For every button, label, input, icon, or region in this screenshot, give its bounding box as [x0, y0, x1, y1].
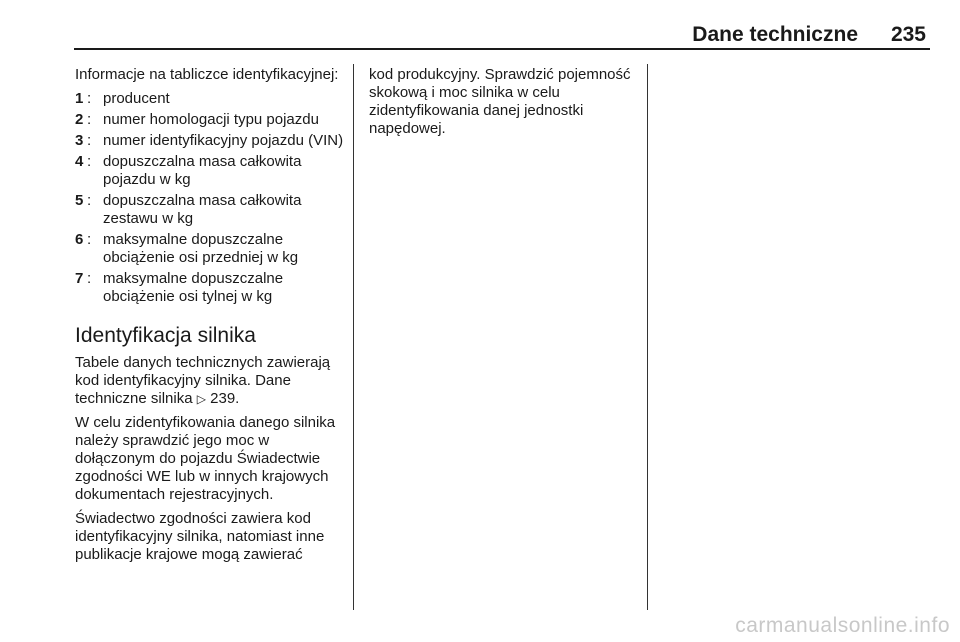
- item-colon: :: [87, 231, 92, 248]
- item-number: 3: [75, 132, 84, 149]
- paragraph-text: Tabele danych technicznych zawierają kod identyfikacyjny silnika. Dane techniczne silnika: [75, 354, 331, 407]
- item-number: 4: [75, 153, 84, 170]
- item-text: numer identyfikacyjny pojazdu (VIN): [103, 132, 344, 149]
- item-number: 2: [75, 111, 84, 128]
- item-text: maksymalne dopuszczalne obciążenie osi przedniej w kg: [103, 231, 299, 266]
- list-item: [75, 270, 345, 306]
- list-item: [75, 153, 345, 189]
- column-divider-right: [647, 64, 648, 610]
- reference-arrow-icon: ▷: [196, 392, 206, 406]
- item-text: dopuszczalna masa całkowita pojazdu w kg: [103, 153, 302, 188]
- watermark: carmanualsonline.info: [735, 614, 950, 637]
- item-text: producent: [103, 90, 170, 107]
- page-number: 235: [890, 23, 926, 46]
- section-title: Dane techniczne: [692, 23, 858, 46]
- item-colon: :: [87, 270, 92, 287]
- item-colon: :: [87, 153, 92, 170]
- engine-paragraph-continued: kod produkcyjny. Sprawdzić pojemność skokową i moc silnika w celu zidentyfikowania danej jednostki napędowej.: [369, 66, 631, 137]
- item-text: maksymalne dopuszczalne obciążenie osi tylnej w kg: [103, 270, 284, 305]
- list-item: [75, 192, 345, 228]
- list-item: [75, 132, 345, 150]
- item-number: 1: [75, 90, 84, 107]
- engine-paragraph-3: Świadectwo zgodności zawiera kod identyfikacyjny silnika, natomiast inne publikacje krajowe mogą zawierać: [75, 510, 325, 563]
- engine-paragraph-2: W celu zidentyfikowania danego silnika należy sprawdzić jego moc w dołączonym do pojazdu Świadectwie zgodności WE lub w innych krajowych dokumentach rejestracyjnych.: [75, 414, 336, 503]
- list-item: [75, 231, 345, 267]
- item-number: 7: [75, 270, 84, 287]
- column-divider-left: [353, 64, 354, 610]
- item-text: numer homologacji typu pojazdu: [103, 111, 319, 128]
- item-colon: :: [87, 132, 92, 149]
- item-colon: :: [87, 90, 92, 107]
- item-number: 5: [75, 192, 84, 209]
- left-column: [75, 66, 345, 570]
- list-item: [75, 111, 345, 129]
- item-colon: :: [87, 192, 92, 209]
- item-colon: :: [87, 111, 92, 128]
- right-column: [369, 66, 639, 144]
- paragraph-end: .: [235, 390, 240, 407]
- plate-info-list: [75, 90, 345, 306]
- engine-identification-heading: Identyfikacja silnika: [75, 324, 256, 347]
- item-number: 6: [75, 231, 84, 248]
- item-text: dopuszczalna masa całkowita zestawu w kg: [103, 192, 302, 227]
- page-reference-link[interactable]: 239: [210, 390, 236, 407]
- list-item: [75, 90, 345, 108]
- engine-paragraph-1: [75, 354, 345, 408]
- page-header: [74, 22, 930, 50]
- plate-intro: Informacje na tabliczce identyfikacyjnej:: [75, 66, 339, 83]
